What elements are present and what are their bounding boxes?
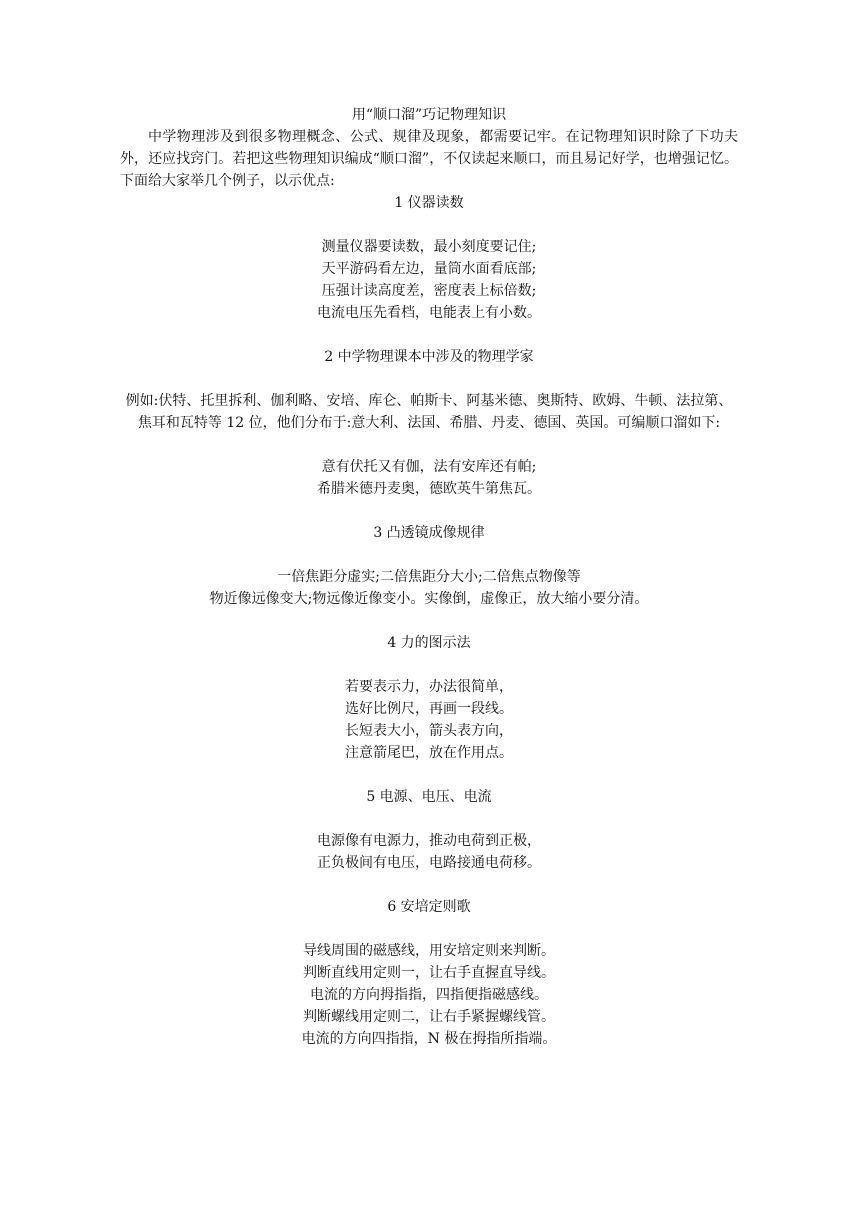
document-body [120,104,738,1050]
section-intro-paragraph: 例如:伏特、托里拆利、伽利略、安培、库仑、帕斯卡、阿基米德、奥斯特、欧姆、牛顿、法拉第、焦耳和瓦特等 12 位，他们分布于:意大利、法国、希腊、丹麦、德国、英国。可编顺口溜如下: [125,393,733,431]
section-heading: 5 电源、电压、电流 [366,789,492,805]
rhyme-line: 测量仪器要读数，最小刻度要记住; [321,239,537,255]
rhyme-line: 天平游码看左边，量筒水面看底部; [321,261,537,277]
rhyme-line: 电源像有电源力，推动电荷到正极， [317,833,541,849]
rhyme-line: 若要表示力，办法很简单， [345,679,513,695]
rhyme-line: 判断螺线用定则二，让右手紧握螺线管。 [303,1009,555,1025]
document-title: 用“顺口溜”巧记物理知识 [351,107,507,123]
rhyme-line: 电流的方向拇指指，四指便指磁感线。 [310,987,548,1003]
rhyme-line: 导线周围的磁感线，用安培定则来判断。 [303,943,555,959]
rhyme-line: 正负极间有电压，电路接通电荷移。 [317,855,541,871]
section-heading: 3 凸透镜成像规律 [373,525,485,541]
rhyme-line: 注意箭尾巴，放在作用点。 [345,745,513,761]
rhyme-line: 意有伏托又有伽，法有安库还有帕; [321,459,537,475]
intro-paragraph: 中学物理涉及到很多物理概念、公式、规律及现象，都需要记牢。在记物理知识时除了下功夫外，还应找窍门。若把这些物理知识编成“顺口溜”，不仅读起来顺口，而且易记好学，也增强记忆。下面给大家举几个例子，以示优点: [120,129,738,189]
rhyme-line: 一倍焦距分虚实;二倍焦距分大小;二倍焦点物像等 [277,569,581,585]
section-heading: 2 中学物理课本中涉及的物理学家 [324,349,534,365]
rhyme-line: 选好比例尺，再画一段线。 [345,701,513,717]
rhyme-line: 希腊米德丹麦奥，德欧英牛第焦瓦。 [317,481,541,497]
rhyme-line: 电流电压先看档，电能表上有小数。 [317,305,541,321]
rhyme-line: 电流的方向四指指，N 极在拇指所指端。 [301,1031,557,1047]
section-heading: 1 仪器读数 [394,195,464,211]
rhyme-line: 物近像远像变大;物远像近像变小。实像倒，虚像正，放大缩小要分清。 [209,591,649,607]
rhyme-line: 长短表大小，箭头表方向， [345,723,513,739]
section-heading: 6 安培定则歌 [387,899,471,915]
rhyme-line: 压强计读高度差，密度表上标倍数; [321,283,537,299]
rhyme-line: 判断直线用定则一，让右手直握直导线。 [303,965,555,981]
section-heading: 4 力的图示法 [387,635,471,651]
